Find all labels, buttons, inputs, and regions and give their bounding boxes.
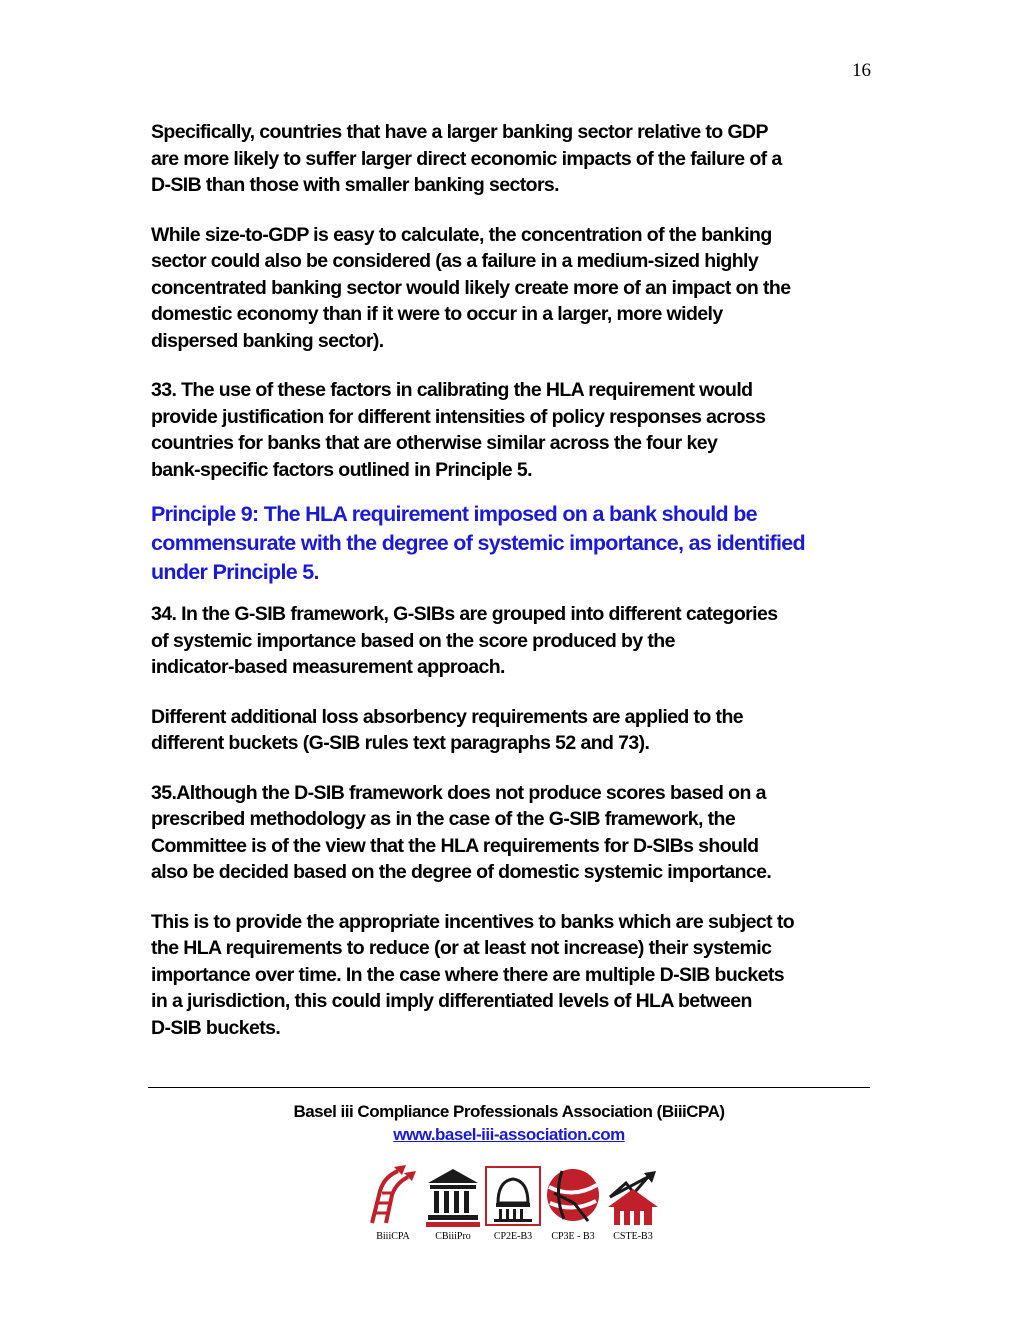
globe-icon	[544, 1163, 602, 1229]
logo-caption: CBiiiPro	[435, 1231, 471, 1242]
certification-logos	[364, 1163, 664, 1245]
footer-link[interactable]: www.basel-iii-association.com	[393, 1125, 625, 1144]
paragraph-34: 34. In the G-SIB framework, G-SIBs are grouped into different categories of systemic importance based on the score produced by the indicator-based measurement approach.	[151, 603, 778, 678]
footer-organization: Basel iii Compliance Professionals Association (BiiiCPA)	[293, 1102, 725, 1121]
cbiiipro-logo	[424, 1163, 482, 1245]
paragraph: Different additional loss absorbency requirements are applied to the different buckets (G-SIB rules text paragraphs 52 and 73).	[151, 705, 744, 754]
principle-9-heading: Principle 9: The HLA requirement imposed on a bank should be commensurate with the degree of systemic importance, as identified under Principle 5.	[151, 502, 805, 584]
paragraph-33: 33. The use of these factors in calibrating the HLA requirement would provide justification for different intensities of policy responses across countries for banks that are otherwise similar across the four key bank-specific factors outlined in Principle 5.	[151, 379, 766, 481]
page-number: 16	[852, 60, 871, 81]
paragraph: Specifically, countries that have a larger banking sector relative to GDP are more likely to suffer larger direct economic impacts of the failure of a D-SIB than those with smaller banking sectors.	[151, 121, 782, 196]
logo-caption: BiiiCPA	[376, 1231, 410, 1242]
paragraph-35: 35.Although the D-SIB framework does not produce scores based on a prescribed methodology as in the case of the G-SIB framework, the Committee is of the view that the HLA requirements for D-SIBs should also be decided based on the degree of domestic systemic importance.	[151, 781, 772, 883]
capitol-dome-icon	[484, 1163, 542, 1229]
logo-caption: CSTE-B3	[613, 1231, 653, 1242]
paragraph: This is to provide the appropriate incentives to banks which are subject to the HLA requirements to reduce (or at least not increase) their systemic importance over time. In the case where there are multiple D-SIB buckets in a jurisdiction, this could imply differentiated levels of HLA between D-SIB buckets.	[151, 910, 795, 1039]
footer	[148, 1100, 870, 1146]
house-chart-icon	[604, 1163, 662, 1229]
biiicpa-logo	[364, 1163, 422, 1245]
logo-caption: CP2E-B3	[493, 1231, 533, 1242]
ladder-arrow-icon	[364, 1163, 422, 1229]
cp3e-b3-logo	[544, 1163, 602, 1245]
bank-building-icon	[424, 1163, 482, 1229]
cste-b3-logo	[604, 1163, 662, 1245]
cp2e-b3-logo	[484, 1163, 542, 1245]
footer-divider	[148, 1087, 870, 1088]
body-text	[151, 119, 871, 1064]
paragraph: While size-to-GDP is easy to calculate, the concentration of the banking sector could also be considered (as a failure in a medium-sized highly concentrated banking sector would likely create more of an impact on the domestic economy than if it were to occur in a larger, more widely dispersed banking sector).	[151, 223, 791, 352]
logo-caption: CP3E - B3	[551, 1231, 595, 1242]
